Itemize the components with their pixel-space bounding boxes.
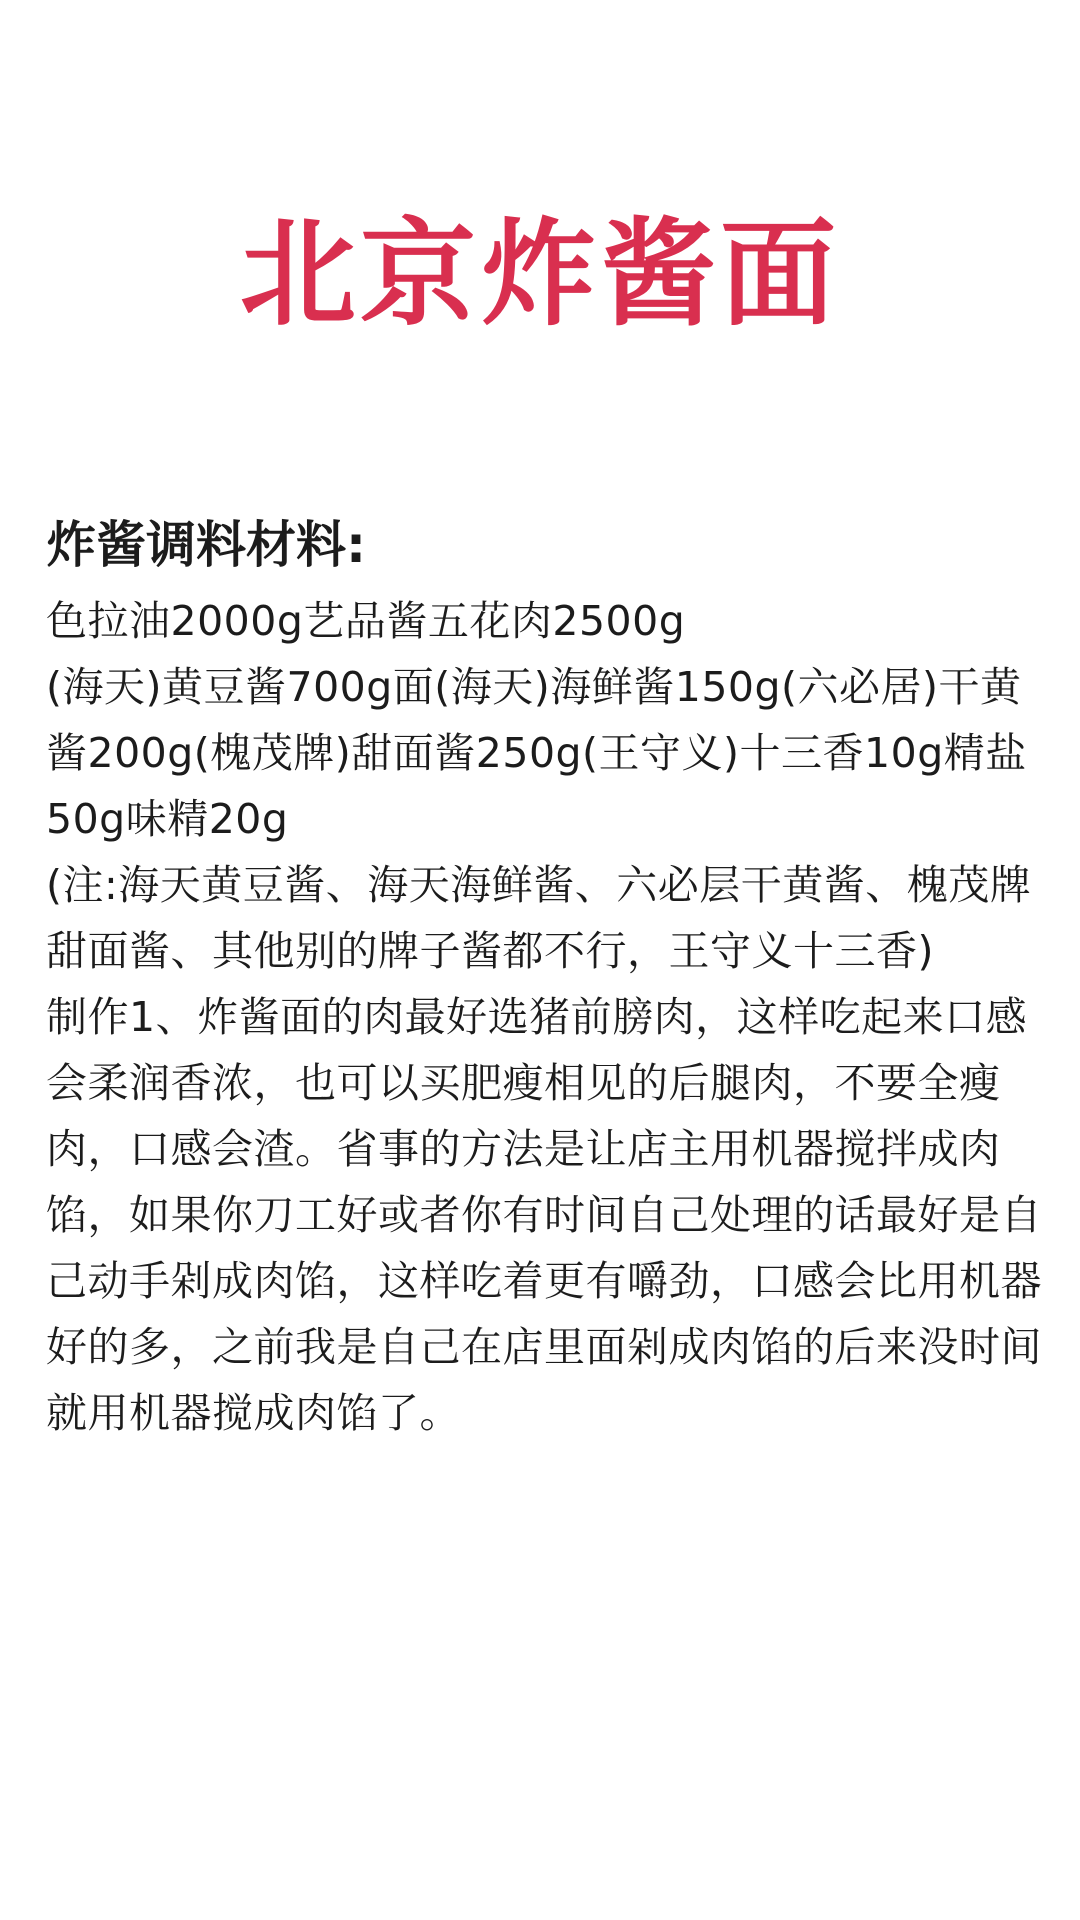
preparation-step-1: 制作1、炸酱面的肉最好选猪前膀肉，这样吃起来口感会柔润香浓，也可以买肥瘦相见的后腿肉，不要全瘦肉，口感会渣。省事的方法是让店主用机器搅拌成肉馅，如果你刀工好或者你有时间自己处理的话最好是自己动手剁成肉馅，这样吃着更有嚼劲，口感会比用机器好的多，之前我是自己在店里面剁成肉馅的后来没时间就用机器搅成肉馅了。 (46, 993, 1042, 1437)
brand-note: (注:海天黄豆酱、海天海鲜酱、六必层干黄酱、槐茂牌甜面酱、其他别的牌子酱都不行，王守义十三香) (46, 861, 1032, 975)
recipe-content (46, 510, 1046, 1446)
ingredients-line-1: 色拉油2000g艺品酱五花肉2500g (46, 597, 686, 645)
recipe-body (46, 588, 1046, 1446)
page-title: 北京炸酱面 (240, 207, 840, 342)
section-heading: 炸酱调料材料: (46, 516, 366, 574)
ingredients-line-2: (海天)黄豆酱700g面(海天)海鲜酱150g(六必居)干黄酱200g(槐茂牌)甜面酱250g(王守义)十三香10g精盐50g味精20g (46, 663, 1027, 843)
